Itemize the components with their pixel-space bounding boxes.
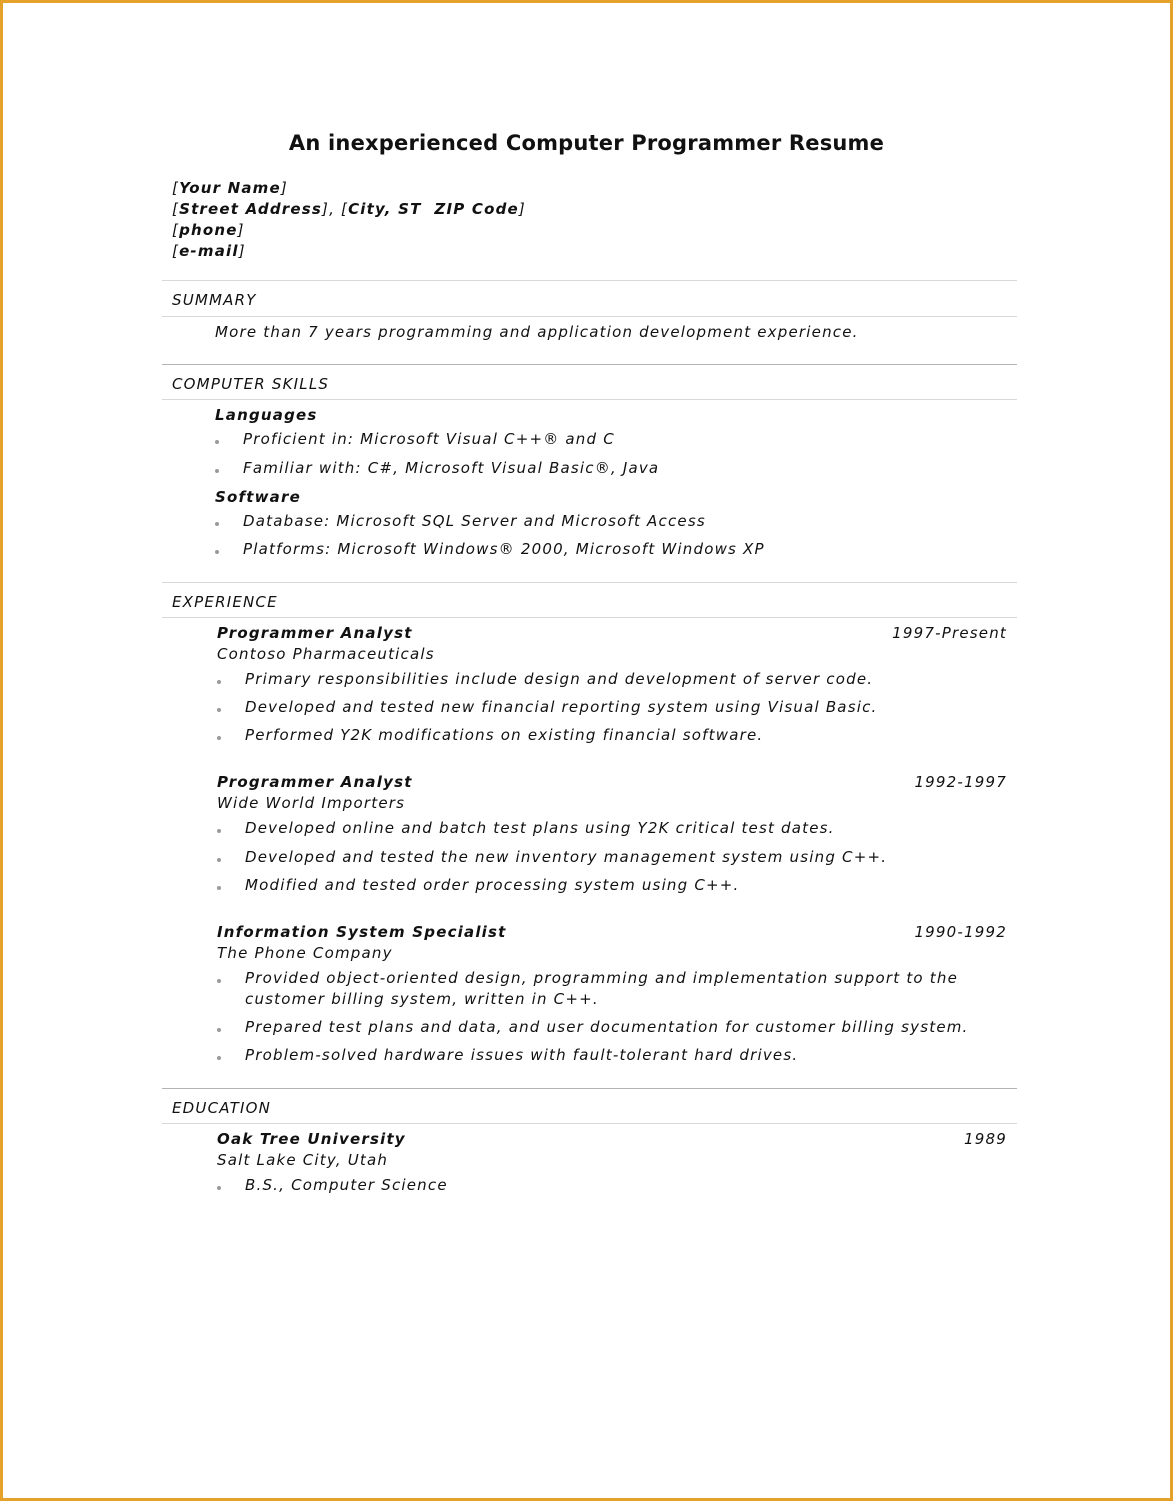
degree: B.S., Computer Science — [245, 1176, 448, 1194]
contact-street: Street Address — [179, 200, 323, 218]
bullet-dot — [215, 440, 219, 444]
job-dates: 1992-1997 — [914, 773, 1007, 791]
contact-city: City, ST ZIP Code — [348, 200, 519, 218]
job-bullet: Provided object-oriented design, programming and implementation support to the — [245, 969, 958, 987]
bullet-dot — [217, 979, 221, 983]
contact-email: e-mail — [179, 242, 239, 260]
bullet-dot — [215, 522, 219, 526]
software-label: Software — [215, 488, 301, 506]
job-company: Wide World Importers — [217, 794, 406, 812]
divider — [162, 399, 1017, 400]
school-location: Salt Lake City, Utah — [217, 1151, 389, 1169]
skills-heading: COMPUTER SKILLS — [172, 375, 330, 393]
bullet-dot — [215, 550, 219, 554]
job-bullet: Developed online and batch test plans using Y2K critical test dates. — [245, 819, 835, 837]
job-bullet: Developed and tested the new inventory management system using C++. — [245, 848, 888, 866]
divider — [162, 582, 1017, 583]
skill-item: Familiar with: C#, Microsoft Visual Basic®, Java — [243, 459, 660, 477]
job-title: Programmer Analyst — [217, 624, 413, 642]
job-bullet: Developed and tested new financial reporting system using Visual Basic. — [245, 698, 878, 716]
bullet-dot — [217, 829, 221, 833]
job-dates: 1990-1992 — [914, 923, 1007, 941]
bullet-dot — [217, 1028, 221, 1032]
divider — [162, 280, 1017, 281]
contact-phone-line: [phone] — [172, 221, 245, 239]
languages-label: Languages — [215, 406, 318, 424]
job-title: Information System Specialist — [217, 923, 507, 941]
divider — [162, 364, 1017, 365]
graduation-year: 1989 — [964, 1130, 1007, 1148]
contact-address-line: [Street Address], [City, ST ZIP Code] — [172, 200, 526, 218]
bullet-dot — [215, 469, 219, 473]
divider — [162, 1123, 1017, 1124]
bullet-dot — [217, 680, 221, 684]
skill-item: Platforms: Microsoft Windows® 2000, Microsoft Windows XP — [243, 540, 765, 558]
experience-heading: EXPERIENCE — [172, 593, 278, 611]
divider — [162, 617, 1017, 618]
bullet-dot — [217, 1056, 221, 1060]
job-bullet: Prepared test plans and data, and user documentation for customer billing system. — [245, 1018, 969, 1036]
bullet-dot — [217, 708, 221, 712]
job-title: Programmer Analyst — [217, 773, 413, 791]
school-name: Oak Tree University — [217, 1130, 406, 1148]
summary-text: More than 7 years programming and application development experience. — [215, 323, 859, 341]
contact-name-line: [Your Name] — [172, 179, 288, 197]
job-bullet: Performed Y2K modifications on existing financial software. — [245, 726, 764, 744]
job-dates: 1997-Present — [892, 624, 1007, 642]
job-company: The Phone Company — [217, 944, 393, 962]
contact-phone: phone — [179, 221, 238, 239]
skill-item: Proficient in: Microsoft Visual C++® and C — [243, 430, 615, 448]
divider — [162, 1088, 1017, 1089]
job-company: Contoso Pharmaceuticals — [217, 645, 435, 663]
job-bullet: Modified and tested order processing system using C++. — [245, 876, 740, 894]
job-bullet: Primary responsibilities include design and development of server code. — [245, 670, 874, 688]
divider — [162, 316, 1017, 317]
job-bullet: Problem-solved hardware issues with fault-tolerant hard drives. — [245, 1046, 799, 1064]
bullet-dot — [217, 858, 221, 862]
contact-block — [172, 178, 526, 262]
bullet-dot — [217, 1186, 221, 1190]
skill-item: Database: Microsoft SQL Server and Microsoft Access — [243, 512, 706, 530]
bullet-dot — [217, 736, 221, 740]
contact-email-line: [e-mail] — [172, 242, 246, 260]
job-bullet-continuation: customer billing system, written in C++. — [245, 990, 599, 1008]
summary-heading: SUMMARY — [172, 291, 257, 309]
education-heading: EDUCATION — [172, 1099, 272, 1117]
bullet-dot — [217, 886, 221, 890]
resume-title: An inexperienced Computer Programmer Resume — [288, 131, 885, 155]
contact-name: Your Name — [179, 179, 281, 197]
